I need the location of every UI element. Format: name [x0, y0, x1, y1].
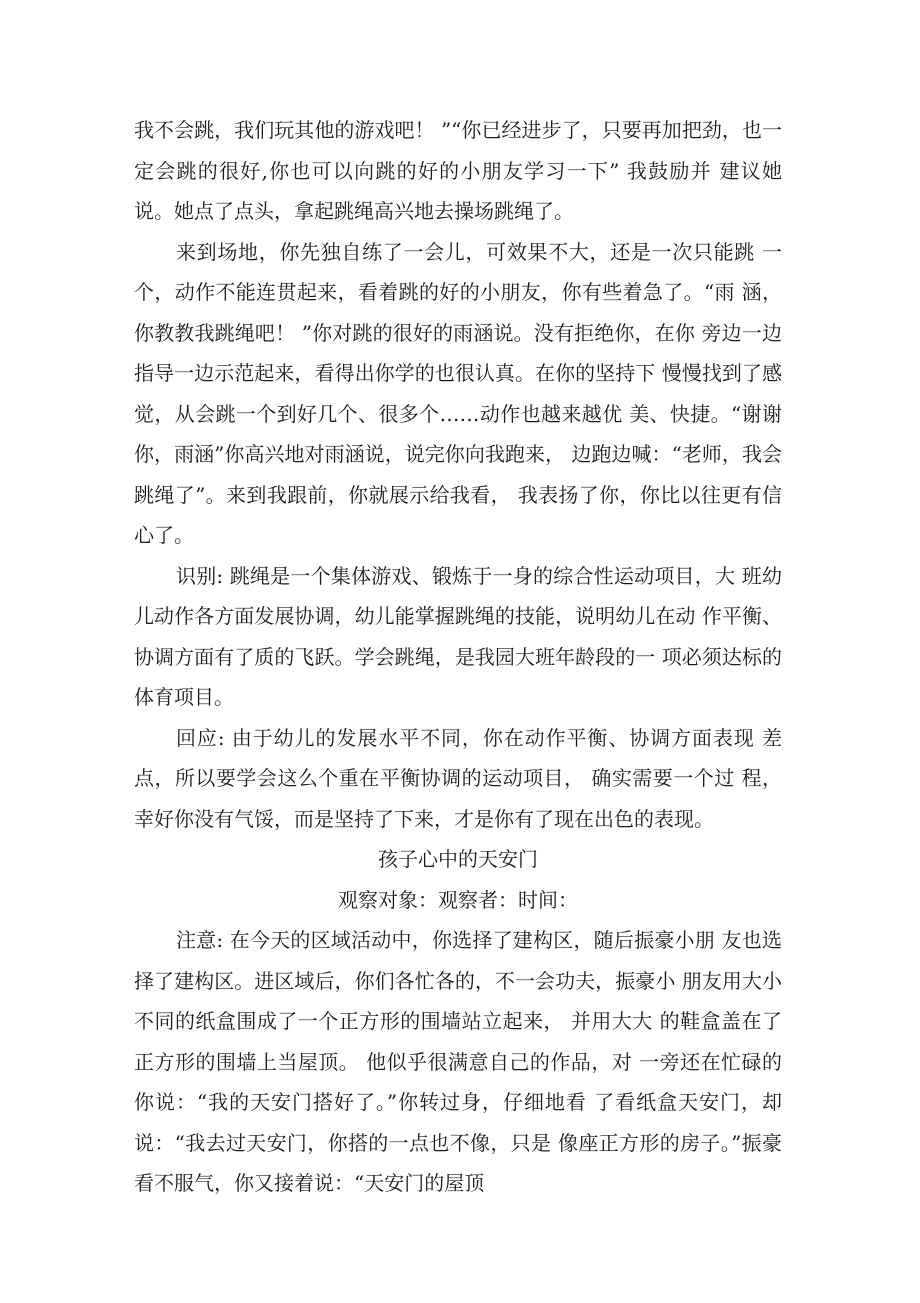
paragraph-label: 回应: [176, 725, 225, 750]
paragraph-text: 我不会跳，我们玩其他的游戏吧！ ”“你已经进步了，只要再加把劲，也一定会跳的很好,你也可以向跳的好的小朋友学习一下” 我鼓励并 建议她说。她点了点头，拿起跳绳高兴地去操场跳绳了。 [134, 118, 782, 223]
document-page [134, 110, 782, 1204]
paragraph-label: 注意: [176, 928, 224, 952]
paragraph-dialogue [134, 110, 782, 232]
paragraph-identify [134, 556, 782, 718]
paragraph-text: 来到场地，你先独自练了一会儿，可效果不大，还是一次只能跳 一个，动作不能连贯起来，看着跳的好的小朋友，你有些着急了。“雨 涵，你教教我跳绳吧！ ”你对跳的很好的雨涵说。没有拒绝你，在你 旁边一边指导一边示范起来，看得出你学的也很认真。在你的坚持下 慢慢找到了感觉，从会跳一个到好几个、很多个……动作也越来越优 美、快捷。“谢谢你，雨涵”你高兴地对雨涵说，说完你向我跑来， 边跑边喊：“老师，我会跳绳了”。来到我跟前，你就展示给我看， 我表扬了你，你比以往更有信心了。 [134, 239, 782, 547]
paragraph-practice [134, 232, 782, 556]
paragraph-text: 跳绳是一个集体游戏、锻炼于一身的综合性运动项目，大 班幼儿动作各方面发展协调，幼儿能掌握跳绳的技能，说明幼儿在动 作平衡、协调方面有了质的飞跃。学会跳绳，是我园大班年龄段的一 项必须达标的体育项目。 [134, 563, 782, 709]
observation-meta: 观察对象：观察者：时间： [338, 887, 578, 912]
paragraph-text: 由于幼儿的发展水平不同，你在动作平衡、协调方面表现 差点，所以要学会这么个重在平衡协调的运动项目， 确实需要一个过 程，幸好你没有气馁，而是坚持了下来，才是你有了现在出色的表现。 [134, 725, 782, 831]
section-title: 孩子心中的天安门 [378, 847, 538, 871]
paragraph-text: 在今天的区域活动中，你选择了建构区，随后振豪小朋 友也选择了建构区。进区域后，你们各忙各的，不一会功夫，振豪小 朋友用大小不同的纸盒围成了一个正方形的围墙站立起来， 并用大大 的鞋盒盖在了正方形的围墙上当屋顶。 他似乎很满意自己的作品，对 一旁还在忙碌的你说：“我的天安门搭好了。”你转过身，仔细地看 了看纸盒天安门，却说：“我去过天安门，你搭的一点也不像，只是 像座正方形的房子。”振豪看不服气，你又接着说：“天安门的屋顶 [134, 928, 782, 1195]
paragraph-response [134, 718, 782, 840]
paragraph-label: 识别: [176, 563, 224, 588]
paragraph-note [134, 920, 782, 1204]
